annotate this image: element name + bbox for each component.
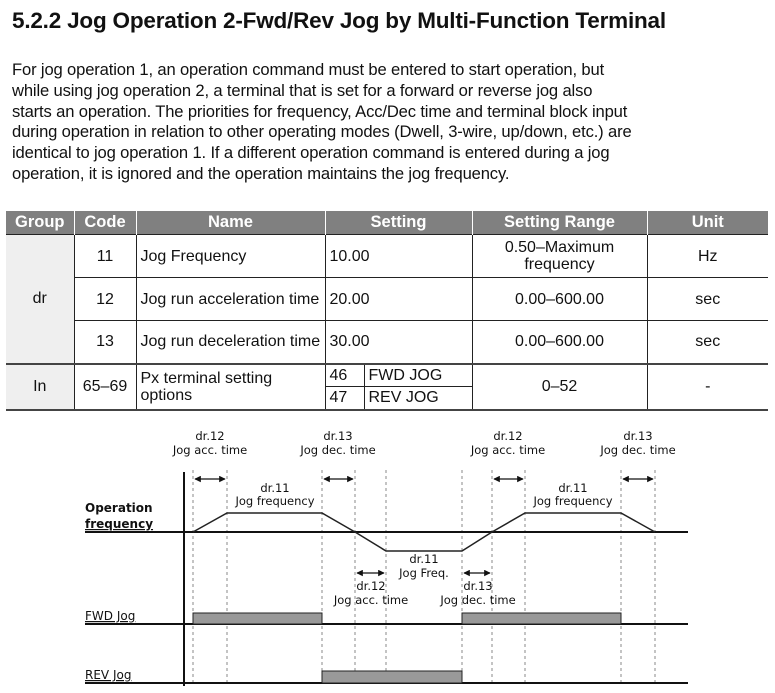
setting-label-cell: REV JOG (364, 387, 472, 410)
paragraph-line: while using jog operation 2, a terminal that is set for a forward or reverse jog also (12, 80, 593, 100)
top-label-text: Jog dec. time (300, 443, 376, 457)
unit-cell: Hz (647, 235, 768, 278)
rev-jog-label: REV Jog (85, 668, 132, 682)
fwd-jog-pulse-2 (462, 613, 621, 624)
rev-jog-pulse (322, 671, 462, 683)
parameter-table (6, 211, 768, 411)
section-title: 5.2.2 Jog Operation 2-Fwd/Rev Jog by Multi-Function Terminal (12, 8, 666, 33)
top-label-code: dr.13 (323, 429, 353, 443)
table-header-row (6, 211, 768, 235)
top-label-text: Jog acc. time (470, 443, 546, 457)
bottom-label-text: Jog dec. time (440, 593, 516, 607)
table-row (6, 278, 768, 321)
paragraph-line: during operation in relation to other operating modes (Dwell, 3-wire, up/down, etc.) are (12, 122, 632, 142)
setting-label-cell: FWD JOG (364, 364, 472, 387)
header-name: Name (136, 211, 325, 235)
table-row (6, 321, 768, 364)
y-axis-label: Operation (85, 501, 153, 515)
setting-cell: 10.00 (325, 235, 472, 278)
range-cell: 0.50–Maximum frequency (472, 235, 647, 278)
top-label-code: dr.13 (623, 429, 653, 443)
name-cell: Px terminal setting options (136, 364, 325, 410)
header-setting: Setting (325, 211, 472, 235)
range-cell: 0.00–600.00 (472, 321, 647, 364)
plateau-label-code: dr.11 (558, 481, 588, 495)
reverse-label-text: Jog Freq. (399, 566, 449, 580)
name-cell: Jog run deceleration time (136, 321, 325, 364)
top-label-text: Jog acc. time (172, 443, 248, 457)
setting-num-cell: 46 (325, 364, 364, 387)
code-cell: 65–69 (74, 364, 136, 410)
fwd-jog-label: FWD Jog (85, 609, 136, 623)
setting-num-cell: 47 (325, 387, 364, 410)
paragraph-line: For jog operation 1, an operation command must be entered to start operation, but (12, 60, 605, 79)
code-cell: 13 (74, 321, 136, 364)
range-cell: 0.00–600.00 (472, 278, 647, 321)
plateau-label-text: Jog frequency (533, 494, 613, 508)
jog-timing-diagram (0, 420, 775, 693)
description-paragraph (12, 60, 772, 185)
group-cell: In (6, 364, 74, 410)
plateau-label-text: Jog frequency (235, 494, 315, 508)
header-setting-range: Setting Range (472, 211, 647, 235)
paragraph-line: operation, it is ignored and the operation maintains the jog frequency. (12, 163, 510, 183)
table-row (6, 364, 768, 387)
bottom-label-code: dr.13 (463, 579, 493, 593)
header-unit: Unit (647, 211, 768, 235)
code-cell: 11 (74, 235, 136, 278)
bottom-label-text: Jog acc. time (333, 593, 409, 607)
top-label-code: dr.12 (195, 429, 225, 443)
unit-cell: - (647, 364, 768, 410)
header-group: Group (6, 211, 74, 235)
range-cell: 0–52 (472, 364, 647, 410)
setting-cell: 20.00 (325, 278, 472, 321)
top-label-text: Jog dec. time (600, 443, 676, 457)
top-label-code: dr.12 (493, 429, 523, 443)
name-cell: Jog run acceleration time (136, 278, 325, 321)
group-cell: dr (6, 235, 74, 364)
plateau-label-code: dr.11 (260, 481, 290, 495)
unit-cell: sec (647, 321, 768, 364)
paragraph-line: identical to jog operation 1. If a different operation command is entered during a jog (12, 143, 610, 163)
table-row (6, 235, 768, 278)
name-cell: Jog Frequency (136, 235, 325, 278)
code-cell: 12 (74, 278, 136, 321)
y-axis-label: frequency (85, 517, 154, 531)
bottom-label-code: dr.12 (356, 579, 386, 593)
unit-cell: sec (647, 278, 768, 321)
header-code: Code (74, 211, 136, 235)
setting-cell: 30.00 (325, 321, 472, 364)
paragraph-line: starts an operation. The priorities for frequency, Acc/Dec time and terminal block input (12, 101, 628, 121)
reverse-label-code: dr.11 (409, 552, 439, 566)
fwd-jog-pulse-1 (193, 613, 322, 624)
